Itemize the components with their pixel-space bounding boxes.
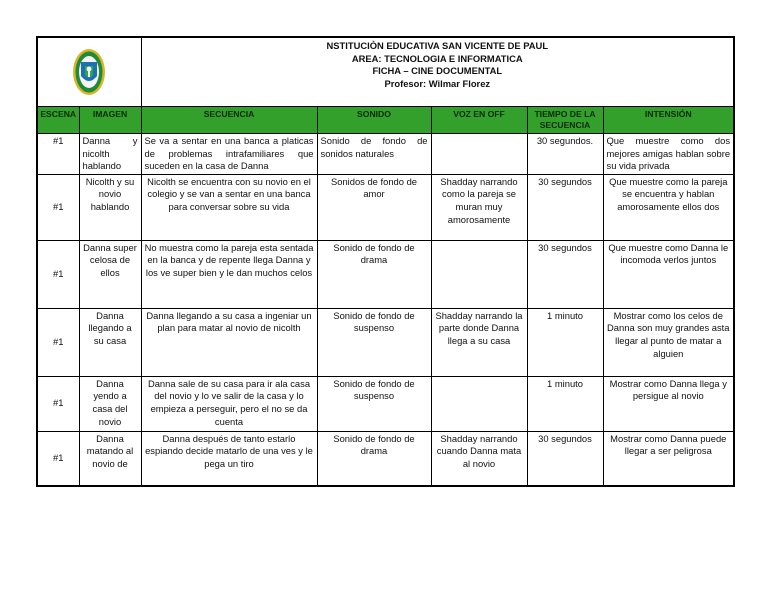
table-row bbox=[37, 174, 734, 240]
cell-escena: #1 bbox=[37, 308, 79, 376]
cell-tiempo: 30 segundos. bbox=[527, 134, 603, 175]
column-header-sonido: SONIDO bbox=[317, 107, 431, 134]
cell-intension: Mostrar como Danna puede llegar a ser peligrosa bbox=[603, 431, 734, 486]
table-row bbox=[37, 376, 734, 431]
column-header-intension: INTENSIÓN bbox=[603, 107, 734, 134]
cell-voz-en-off: Shadday narrando cuando Danna mata al novio bbox=[431, 431, 527, 486]
column-header-escena: ESCENA bbox=[37, 107, 79, 134]
cell-imagen: Danna super celosa de ellos bbox=[79, 240, 141, 308]
cell-voz-en-off bbox=[431, 376, 527, 431]
cell-tiempo: 1 minuto bbox=[527, 376, 603, 431]
document-header bbox=[37, 37, 734, 107]
column-header-imagen: IMAGEN bbox=[79, 107, 141, 134]
cell-escena: #1 bbox=[37, 431, 79, 486]
institution-name: NSTITUCIÒN EDUCATIVA SAN VICENTE DE PAUL bbox=[326, 40, 549, 51]
table-row bbox=[37, 240, 734, 308]
cell-sonido: Sonido de fondo de sonidos naturales bbox=[317, 134, 431, 175]
cell-intension: Que muestre como la pareja se encuentra y hablan amorosamente ellos dos bbox=[603, 174, 734, 240]
cell-intension: Mostrar como los celos de Danna son muy grandes asta llegar al punto de matar a alguien bbox=[603, 308, 734, 376]
school-shield-emblem-icon bbox=[72, 48, 106, 96]
sheet-title: FICHA – CINE DOCUMENTAL bbox=[372, 65, 503, 77]
column-header-row bbox=[37, 107, 734, 134]
cell-voz-en-off bbox=[431, 240, 527, 308]
cell-tiempo: 30 segundos bbox=[527, 240, 603, 308]
cell-tiempo: 30 segundos bbox=[527, 174, 603, 240]
cell-sonido: Sonido de fondo de suspenso bbox=[317, 376, 431, 431]
area-name: AREA: TECNOLOGIA E INFORMATICA bbox=[351, 52, 523, 64]
cell-escena: #1 bbox=[37, 134, 79, 175]
cell-tiempo: 30 segundos bbox=[527, 431, 603, 486]
column-header-secuencia: SECUENCIA bbox=[141, 107, 317, 134]
cell-secuencia: Se va a sentar en una banca a platicas de problemas intrafamiliares que suceden en la casa de Danna bbox=[141, 134, 317, 175]
table-row bbox=[37, 431, 734, 486]
logo-cell bbox=[37, 37, 141, 107]
cell-intension: Que muestre como dos mejores amigas hablan sobre su vida privada bbox=[603, 134, 734, 175]
cell-intension: Que muestre como Danna le incomoda verlos juntos bbox=[603, 240, 734, 308]
cell-escena: #1 bbox=[37, 240, 79, 308]
cell-imagen: Danna y nicolth hablando bbox=[79, 134, 141, 175]
cell-sonido: Sonido de fondo de drama bbox=[317, 240, 431, 308]
table-row bbox=[37, 134, 734, 175]
cell-escena: #1 bbox=[37, 376, 79, 431]
cine-documental-sheet bbox=[36, 36, 735, 487]
cell-imagen: Danna llegando a su casa bbox=[79, 308, 141, 376]
cell-secuencia: Danna después de tanto estarlo espiando decide matarlo de una ves y le pega un tiro bbox=[141, 431, 317, 486]
header-titles bbox=[141, 37, 734, 107]
cell-voz-en-off: Shadday narrando la parte donde Danna llega a su casa bbox=[431, 308, 527, 376]
cell-tiempo: 1 minuto bbox=[527, 308, 603, 376]
cell-sonido: Sonido de fondo de suspenso bbox=[317, 308, 431, 376]
column-header-tiempo: TIEMPO DE LA SECUENCIA bbox=[527, 107, 603, 134]
cell-escena: #1 bbox=[37, 174, 79, 240]
column-header-voz-en-off: VOZ EN OFF bbox=[431, 107, 527, 134]
cell-secuencia: Nicolth se encuentra con su novio en el colegio y se van a sentar en una banca para conversar sobre su vida bbox=[141, 174, 317, 240]
cell-voz-en-off bbox=[431, 134, 527, 175]
cell-sonido: Sonido de fondo de drama bbox=[317, 431, 431, 486]
table-row bbox=[37, 308, 734, 376]
cell-sonido: Sonidos de fondo de amor bbox=[317, 174, 431, 240]
cell-imagen: Danna matando al novio de bbox=[79, 431, 141, 486]
cell-voz-en-off: Shadday narrando como la pareja se muran muy amorosamente bbox=[431, 174, 527, 240]
cell-secuencia: Danna llegando a su casa a ingeniar un plan para matar al novio de nicolth bbox=[141, 308, 317, 376]
cell-imagen: Nicolth y su novio hablando bbox=[79, 174, 141, 240]
cell-secuencia: No muestra como la pareja esta sentada en la banca y de repente llega Danna y los ve super bien y le dan muchos celos bbox=[141, 240, 317, 308]
teacher-name: Profesor: Wilmar Florez bbox=[384, 77, 491, 89]
cell-secuencia: Danna sale de su casa para ir ala casa del novio y lo ve salir de la casa y lo empieza a perseguir, pero el no se da cuenta bbox=[141, 376, 317, 431]
cell-imagen: Danna yendo a casa del novio bbox=[79, 376, 141, 431]
cell-intension: Mostrar como Danna llega y persigue al novio bbox=[603, 376, 734, 431]
